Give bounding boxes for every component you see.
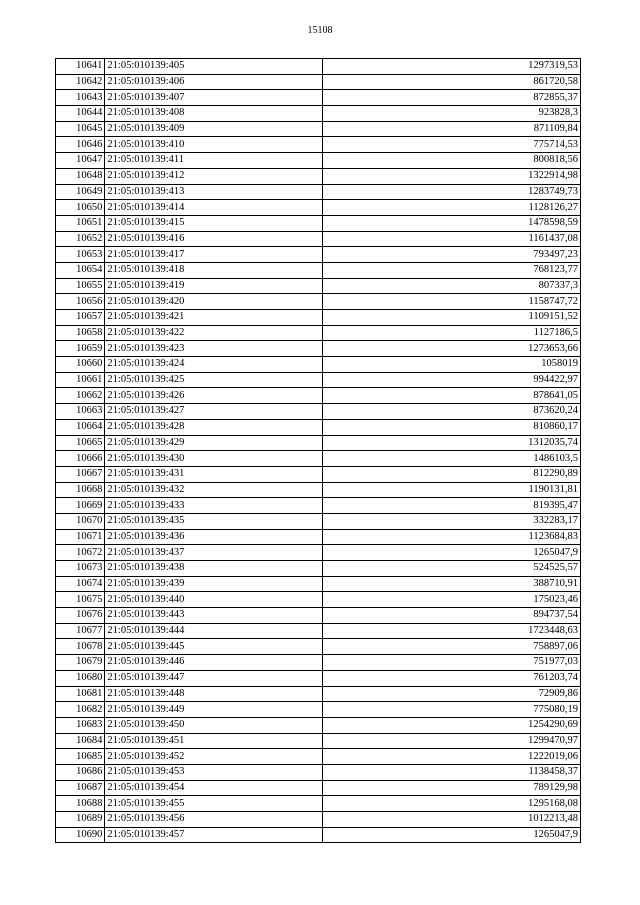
value-cell: 761203,74 [322,670,580,686]
table-row [56,325,581,341]
row-number-cell: 10646 [56,137,105,153]
value-cell: 1012213,48 [322,812,580,828]
cadastral-number-cell: 21:05:010139:438 [105,561,322,577]
cadastral-number-cell: 21:05:010139:448 [105,686,322,702]
row-number-cell: 10648 [56,168,105,184]
table-row [56,592,581,608]
table-row [56,576,581,592]
cadastral-number-cell: 21:05:010139:428 [105,419,322,435]
row-number-cell: 10663 [56,404,105,420]
table-row [56,357,581,373]
cadastral-number-cell: 21:05:010139:422 [105,325,322,341]
value-cell: 789129,98 [322,780,580,796]
value-cell: 1128126,27 [322,200,580,216]
value-cell: 751977,03 [322,655,580,671]
row-number-cell: 10684 [56,733,105,749]
cadastral-number-cell: 21:05:010139:450 [105,717,322,733]
value-cell: 807337,3 [322,278,580,294]
row-number-cell: 10652 [56,231,105,247]
row-number-cell: 10647 [56,153,105,169]
row-number-cell: 10641 [56,59,105,75]
cadastral-number-cell: 21:05:010139:445 [105,639,322,655]
value-cell: 878641,05 [322,388,580,404]
table-row [56,153,581,169]
cadastral-number-cell: 21:05:010139:425 [105,372,322,388]
value-cell: 1297319,53 [322,59,580,75]
cadastral-number-cell: 21:05:010139:432 [105,482,322,498]
row-number-cell: 10651 [56,215,105,231]
value-cell: 1222019,06 [322,749,580,765]
table-row [56,655,581,671]
table-row [56,796,581,812]
table-row [56,733,581,749]
table-row [56,404,581,420]
table-row [56,482,581,498]
cadastral-number-cell: 21:05:010139:412 [105,168,322,184]
table-row [56,812,581,828]
value-cell: 872855,37 [322,90,580,106]
cadastral-number-cell: 21:05:010139:408 [105,106,322,122]
table-row [56,623,581,639]
value-cell: 923828,3 [322,106,580,122]
cadastral-number-cell: 21:05:010139:451 [105,733,322,749]
cadastral-number-cell: 21:05:010139:420 [105,294,322,310]
table-row [56,262,581,278]
page-number: 15108 [307,25,333,36]
table-row [56,74,581,90]
cadastral-number-cell: 21:05:010139:439 [105,576,322,592]
cadastral-number-cell: 21:05:010139:413 [105,184,322,200]
table-row [56,294,581,310]
cadastral-number-cell: 21:05:010139:453 [105,764,322,780]
cadastral-number-cell: 21:05:010139:444 [105,623,322,639]
table-row [56,372,581,388]
value-cell: 1127186,5 [322,325,580,341]
row-number-cell: 10679 [56,655,105,671]
cadastral-number-cell: 21:05:010139:405 [105,59,322,75]
value-cell: 72909,86 [322,686,580,702]
cadastral-number-cell: 21:05:010139:414 [105,200,322,216]
value-cell: 175023,46 [322,592,580,608]
value-cell: 1486103,5 [322,451,580,467]
value-cell: 768123,77 [322,262,580,278]
cadastral-number-cell: 21:05:010139:417 [105,247,322,263]
row-number-cell: 10668 [56,482,105,498]
table-row [56,278,581,294]
table-row [56,545,581,561]
table-row [56,341,581,357]
value-cell: 775714,53 [322,137,580,153]
value-cell: 1123684,83 [322,529,580,545]
table-row [56,498,581,514]
row-number-cell: 10689 [56,812,105,828]
cadastral-number-cell: 21:05:010139:423 [105,341,322,357]
value-cell: 1161437,08 [322,231,580,247]
cadastral-number-cell: 21:05:010139:452 [105,749,322,765]
row-number-cell: 10665 [56,435,105,451]
row-number-cell: 10670 [56,513,105,529]
row-number-cell: 10681 [56,686,105,702]
cadastral-number-cell: 21:05:010139:456 [105,812,322,828]
value-cell: 812290,89 [322,466,580,482]
cadastral-number-cell: 21:05:010139:430 [105,451,322,467]
cadastral-number-cell: 21:05:010139:424 [105,357,322,373]
row-number-cell: 10653 [56,247,105,263]
table-row [56,435,581,451]
value-cell: 1158747,72 [322,294,580,310]
row-number-cell: 10649 [56,184,105,200]
cadastral-number-cell: 21:05:010139:409 [105,121,322,137]
value-cell: 1295168,08 [322,796,580,812]
value-cell: 1109151,52 [322,310,580,326]
table-row [56,215,581,231]
cadastral-number-cell: 21:05:010139:416 [105,231,322,247]
row-number-cell: 10658 [56,325,105,341]
row-number-cell: 10664 [56,419,105,435]
table-row [56,90,581,106]
value-cell: 861720,58 [322,74,580,90]
row-number-cell: 10690 [56,827,105,843]
row-number-cell: 10682 [56,702,105,718]
cadastral-number-cell: 21:05:010139:443 [105,608,322,624]
row-number-cell: 10686 [56,764,105,780]
row-number-cell: 10662 [56,388,105,404]
value-cell: 332283,17 [322,513,580,529]
cadastral-number-cell: 21:05:010139:411 [105,153,322,169]
table-row [56,608,581,624]
value-cell: 819395,47 [322,498,580,514]
cadastral-number-cell: 21:05:010139:431 [105,466,322,482]
value-cell: 1273653,66 [322,341,580,357]
row-number-cell: 10675 [56,592,105,608]
row-number-cell: 10673 [56,561,105,577]
row-number-cell: 10661 [56,372,105,388]
table-body [56,59,581,843]
cadastral-number-cell: 21:05:010139:421 [105,310,322,326]
value-cell: 873620,24 [322,404,580,420]
value-cell: 800818,56 [322,153,580,169]
value-cell: 1312035,74 [322,435,580,451]
table-row [56,827,581,843]
cadastral-number-cell: 21:05:010139:449 [105,702,322,718]
row-number-cell: 10667 [56,466,105,482]
row-number-cell: 10676 [56,608,105,624]
value-cell: 1138458,37 [322,764,580,780]
value-cell: 1723448,63 [322,623,580,639]
row-number-cell: 10659 [56,341,105,357]
row-number-cell: 10656 [56,294,105,310]
table-row [56,780,581,796]
table-row [56,168,581,184]
table-row [56,121,581,137]
cadastral-number-cell: 21:05:010139:437 [105,545,322,561]
row-number-cell: 10666 [56,451,105,467]
row-number-cell: 10688 [56,796,105,812]
value-cell: 1058019 [322,357,580,373]
table-row [56,513,581,529]
row-number-cell: 10687 [56,780,105,796]
value-cell: 894737,54 [322,608,580,624]
cadastral-number-cell: 21:05:010139:427 [105,404,322,420]
value-cell: 1283749,73 [322,184,580,200]
table-row [56,670,581,686]
registry-table [55,58,581,843]
table-row [56,466,581,482]
value-cell: 524525,57 [322,561,580,577]
table-row [56,106,581,122]
row-number-cell: 10669 [56,498,105,514]
cadastral-number-cell: 21:05:010139:426 [105,388,322,404]
cadastral-number-cell: 21:05:010139:454 [105,780,322,796]
row-number-cell: 10683 [56,717,105,733]
table-row [56,184,581,200]
cadastral-number-cell: 21:05:010139:440 [105,592,322,608]
cadastral-number-cell: 21:05:010139:457 [105,827,322,843]
table-row [56,137,581,153]
table-row [56,200,581,216]
row-number-cell: 10685 [56,749,105,765]
row-number-cell: 10655 [56,278,105,294]
value-cell: 1322914,98 [322,168,580,184]
value-cell: 1254290,69 [322,717,580,733]
value-cell: 871109,84 [322,121,580,137]
value-cell: 388710,91 [322,576,580,592]
row-number-cell: 10644 [56,106,105,122]
row-number-cell: 10671 [56,529,105,545]
cadastral-number-cell: 21:05:010139:415 [105,215,322,231]
table-row [56,639,581,655]
row-number-cell: 10678 [56,639,105,655]
cadastral-number-cell: 21:05:010139:429 [105,435,322,451]
value-cell: 994422,97 [322,372,580,388]
value-cell: 1265047,9 [322,545,580,561]
table-row [56,529,581,545]
value-cell: 1478598,59 [322,215,580,231]
value-cell: 775080,19 [322,702,580,718]
cadastral-number-cell: 21:05:010139:407 [105,90,322,106]
row-number-cell: 10642 [56,74,105,90]
table-row [56,310,581,326]
row-number-cell: 10654 [56,262,105,278]
cadastral-number-cell: 21:05:010139:406 [105,74,322,90]
table-row [56,231,581,247]
cadastral-number-cell: 21:05:010139:436 [105,529,322,545]
row-number-cell: 10677 [56,623,105,639]
cadastral-number-cell: 21:05:010139:455 [105,796,322,812]
value-cell: 758897,06 [322,639,580,655]
cadastral-number-cell: 21:05:010139:410 [105,137,322,153]
table-row [56,247,581,263]
cadastral-number-cell: 21:05:010139:433 [105,498,322,514]
value-cell: 1299470,97 [322,733,580,749]
cadastral-number-cell: 21:05:010139:419 [105,278,322,294]
row-number-cell: 10660 [56,357,105,373]
row-number-cell: 10657 [56,310,105,326]
table-row [56,749,581,765]
table-row [56,59,581,75]
value-cell: 810860,17 [322,419,580,435]
value-cell: 1265047,9 [322,827,580,843]
cadastral-number-cell: 21:05:010139:418 [105,262,322,278]
table-row [56,419,581,435]
table-row [56,561,581,577]
cadastral-number-cell: 21:05:010139:446 [105,655,322,671]
value-cell: 793497,23 [322,247,580,263]
table-row [56,702,581,718]
row-number-cell: 10674 [56,576,105,592]
table-row [56,388,581,404]
row-number-cell: 10643 [56,90,105,106]
cadastral-number-cell: 21:05:010139:435 [105,513,322,529]
table-row [56,764,581,780]
row-number-cell: 10645 [56,121,105,137]
row-number-cell: 10650 [56,200,105,216]
table-row [56,451,581,467]
row-number-cell: 10680 [56,670,105,686]
value-cell: 1190131,81 [322,482,580,498]
table-row [56,717,581,733]
row-number-cell: 10672 [56,545,105,561]
table-row [56,686,581,702]
cadastral-number-cell: 21:05:010139:447 [105,670,322,686]
